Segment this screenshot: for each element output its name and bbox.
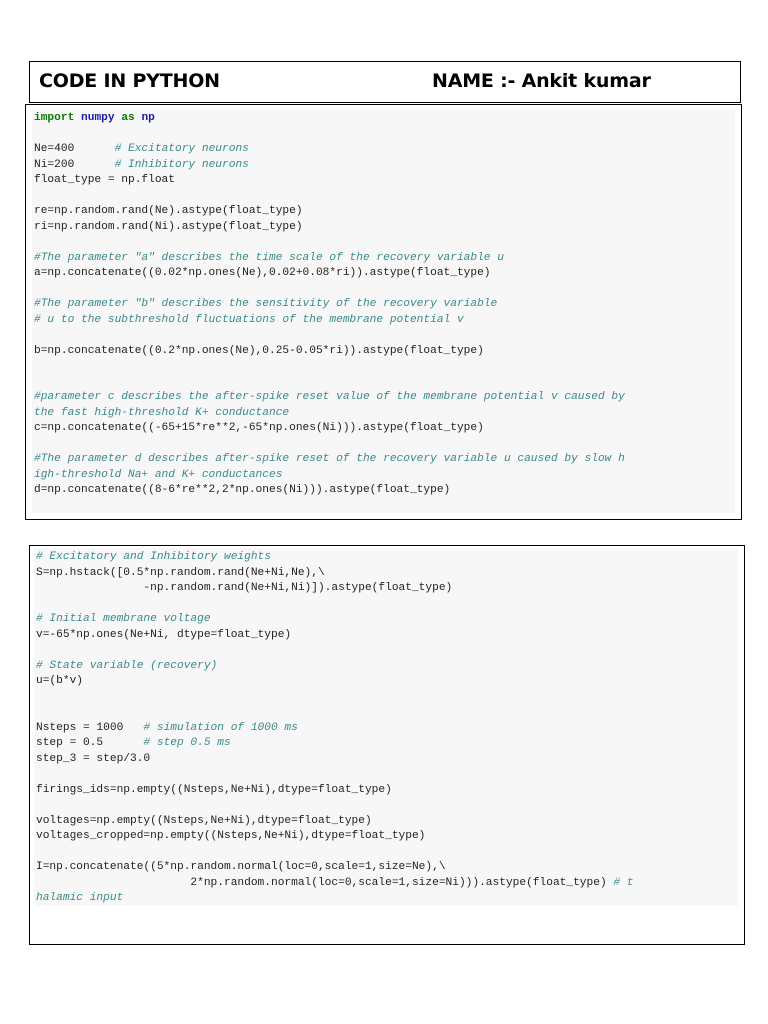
code-line bbox=[34, 550, 738, 566]
code-comment: igh-threshold Na+ and K+ conductances bbox=[34, 468, 283, 481]
code-line bbox=[34, 612, 738, 628]
code-comment: the fast high-threshold K+ conductance bbox=[34, 406, 290, 419]
code-token: as bbox=[121, 112, 135, 124]
code-comment: #parameter c describes the after-spike reset value of the membrane potential v caused by bbox=[34, 391, 625, 403]
code-token: a=np.concatenate((0.02*np.ones(Ne),0.02+0.08*ri)).astype(float_type) bbox=[34, 267, 491, 279]
code-line bbox=[34, 814, 738, 830]
code-line bbox=[34, 705, 738, 721]
code-line bbox=[34, 566, 738, 582]
code-line bbox=[32, 127, 735, 143]
author-name: NAME :- Ankit kumar bbox=[432, 70, 651, 92]
code-token: Nsteps = 1000 bbox=[36, 721, 144, 734]
code-token: voltages_cropped=np.empty((Nsteps,Ne+Ni),dtype=float_type) bbox=[36, 830, 426, 842]
code-line bbox=[32, 251, 735, 267]
code-line bbox=[34, 798, 738, 814]
code-token: u=(b*v) bbox=[36, 675, 83, 687]
code-line bbox=[32, 421, 735, 437]
code-token: Ni=200 bbox=[34, 158, 115, 171]
code-block-1 bbox=[32, 109, 735, 513]
code-line bbox=[32, 483, 735, 499]
code-line bbox=[34, 752, 738, 768]
code-token: voltages=np.empty((Nsteps,Ne+Ni),dtype=float_type) bbox=[36, 814, 372, 827]
code-line bbox=[34, 581, 738, 597]
code-line bbox=[32, 235, 735, 251]
code-token: S=np.hstack([0.5*np.random.rand(Ne+Ni,Ne),\ bbox=[36, 566, 325, 579]
code-line bbox=[32, 375, 735, 391]
code-comment: # State variable (recovery) bbox=[36, 659, 218, 672]
code-line bbox=[32, 204, 735, 220]
code-token: step = 0.5 bbox=[36, 737, 144, 749]
code-line bbox=[32, 297, 735, 313]
code-token: numpy bbox=[81, 112, 115, 124]
code-line bbox=[34, 690, 738, 706]
code-line bbox=[32, 158, 735, 174]
code-line bbox=[34, 876, 738, 892]
code-line bbox=[34, 659, 738, 675]
code-panel-1 bbox=[25, 104, 742, 520]
code-comment: # Inhibitory neurons bbox=[114, 158, 249, 171]
code-token bbox=[74, 112, 81, 124]
code-comment: halamic input bbox=[36, 892, 124, 904]
code-token: float_type = np.float bbox=[34, 174, 175, 186]
code-token: d=np.concatenate((8-6*re**2,2*np.ones(Ni))).astype(float_type) bbox=[34, 484, 451, 496]
code-line bbox=[34, 860, 738, 876]
code-line bbox=[32, 220, 735, 236]
code-comment: #The parameter d describes after-spike reset of the recovery variable u caused by slow h bbox=[34, 453, 625, 465]
code-line bbox=[34, 643, 738, 659]
code-line bbox=[32, 282, 735, 298]
code-token: I=np.concatenate((5*np.random.normal(loc=0,scale=1,size=Ne),\ bbox=[36, 861, 446, 873]
code-line bbox=[32, 406, 735, 422]
code-comment: #The parameter "b" describes the sensitivity of the recovery variable bbox=[34, 298, 498, 310]
code-token: Ne=400 bbox=[34, 143, 115, 155]
code-line bbox=[32, 173, 735, 189]
code-token: c=np.concatenate((-65+15*re**2,-65*np.ones(Ni))).astype(float_type) bbox=[34, 422, 484, 434]
code-comment: # Initial membrane voltage bbox=[36, 613, 211, 625]
code-line bbox=[32, 142, 735, 158]
code-line bbox=[34, 783, 738, 799]
code-panel-2 bbox=[29, 545, 745, 945]
code-line bbox=[32, 452, 735, 468]
code-line bbox=[32, 437, 735, 453]
code-block-2 bbox=[34, 548, 738, 906]
code-token: v=-65*np.ones(Ne+Ni, dtype=float_type) bbox=[36, 628, 292, 641]
code-line bbox=[32, 468, 735, 484]
code-token: -np.random.rand(Ne+Ni,Ni)]).astype(float_type) bbox=[36, 582, 453, 594]
code-token: ri=np.random.rand(Ni).astype(float_type) bbox=[34, 220, 303, 233]
code-comment: #The parameter "a" describes the time scale of the recovery variable u bbox=[34, 251, 504, 264]
code-comment: # step 0.5 ms bbox=[143, 737, 231, 749]
code-line bbox=[34, 721, 738, 737]
code-line bbox=[34, 845, 738, 861]
code-line bbox=[34, 736, 738, 752]
code-line bbox=[32, 266, 735, 282]
code-comment: # Excitatory and Inhibitory weights bbox=[36, 551, 271, 563]
code-line bbox=[32, 390, 735, 406]
code-line bbox=[34, 597, 738, 613]
code-token: import bbox=[34, 112, 75, 124]
code-token: step_3 = step/3.0 bbox=[36, 752, 151, 765]
code-token: firings_ids=np.empty((Nsteps,Ne+Ni),dtype=float_type) bbox=[36, 783, 392, 796]
code-comment: # simulation of 1000 ms bbox=[143, 721, 298, 734]
code-token: np bbox=[141, 112, 155, 124]
code-line bbox=[32, 313, 735, 329]
code-line bbox=[32, 189, 735, 205]
header-box bbox=[29, 61, 741, 103]
code-line bbox=[32, 344, 735, 360]
code-line bbox=[34, 628, 738, 644]
code-line bbox=[34, 891, 738, 906]
code-line bbox=[34, 829, 738, 845]
code-line bbox=[34, 767, 738, 783]
code-comment: # t bbox=[613, 876, 634, 889]
code-line bbox=[32, 328, 735, 344]
code-token: b=np.concatenate((0.2*np.ones(Ne),0.25-0.05*ri)).astype(float_type) bbox=[34, 344, 484, 357]
code-line bbox=[32, 359, 735, 375]
code-token: 2*np.random.normal(loc=0,scale=1,size=Ni))).astype(float_type) bbox=[36, 876, 614, 889]
code-token: re=np.random.rand(Ne).astype(float_type) bbox=[34, 205, 303, 217]
code-comment: # u to the subthreshold fluctuations of the membrane potential v bbox=[34, 313, 464, 326]
code-comment: # Excitatory neurons bbox=[114, 143, 249, 155]
page-title: CODE IN PYTHON bbox=[39, 70, 220, 92]
code-line bbox=[32, 111, 735, 127]
code-line bbox=[34, 674, 738, 690]
